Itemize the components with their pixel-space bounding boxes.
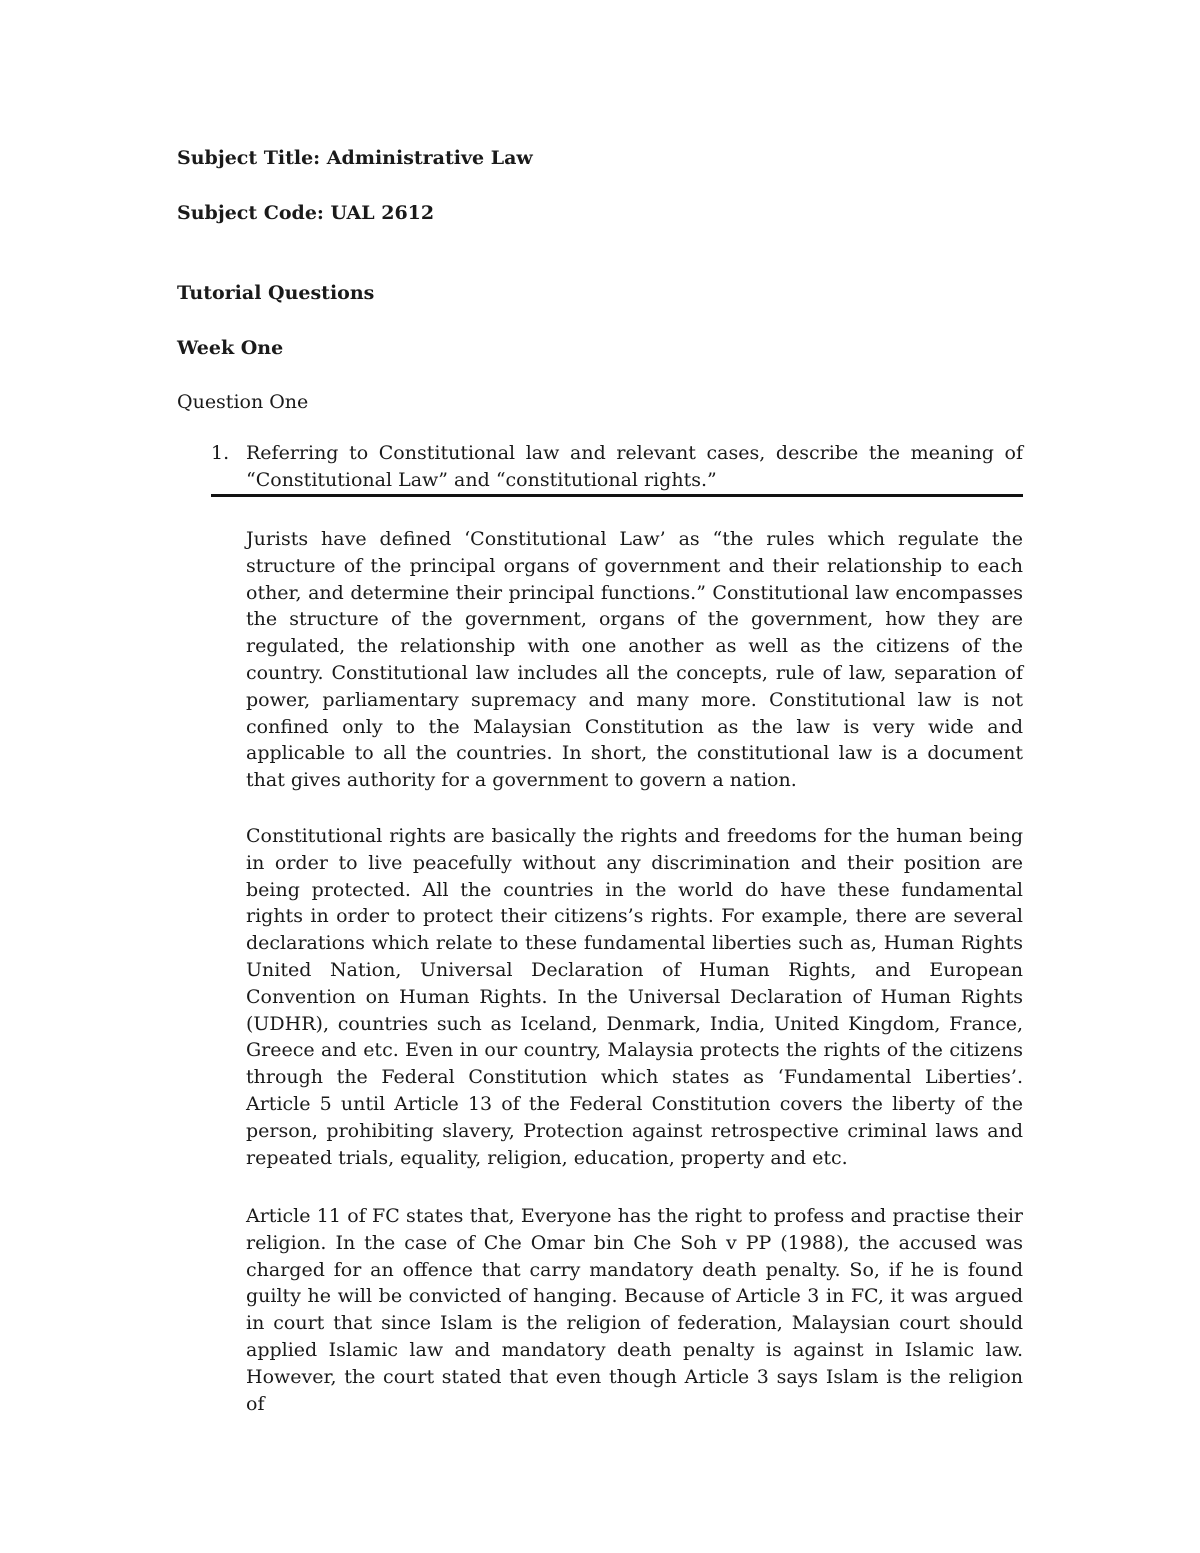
answer-paragraph-2: Constitutional rights are basically the rights and freedoms for the human being in order to live peacefully without any discrimination and their position are being protected. All the countries in the world do have these fundamental rights in order to protect their citizens’s rights. For example, there are several declarations which relate to these fundamental liberties such as, Human Rights United Nation, Universal Declaration of Human Rights, and European Convention on Human Rights. In the Universal Declaration of Human Rights (UDHR), countries such as Iceland, Denmark, India, United Kingdom, France, Greece and etc. Even in our country, Malaysia protects the rights of the citizens through the Federal Constitution which states as ‘Fundamental Liberties’. Article 5 until Article 13 of the Federal Constitution covers the liberty of the person, prohibiting slavery, Protection against retrospective criminal laws and repeated trials, equality, religion, education, property and etc. xyxy=(246,825,1023,1169)
question-item xyxy=(211,440,1023,493)
subject-title: Subject Title: Administrative Law xyxy=(177,147,533,169)
subject-code: Subject Code: UAL 2612 xyxy=(177,202,435,224)
question-text: Referring to Constitutional law and relevant cases, describe the meaning of “Constitutional Law” and “constitutional rights.” xyxy=(246,442,1023,491)
question-number: 1. xyxy=(211,442,230,464)
question-underline xyxy=(211,494,1023,497)
answer-paragraph-3: Article 11 of FC states that, Everyone has the right to profess and practise their religion. In the case of Che Omar bin Che Soh v PP (1988), the accused was charged for an offence that carry mandatory death penalty. So, if he is found guilty he will be convicted of hanging. Because of Article 3 in FC, it was argued in court that since Islam is the religion of federation, Malaysian court should applied Islamic law and mandatory death penalty is against in Islamic law. However, the court stated that even though Article 3 says Islam is the religion of xyxy=(246,1205,1023,1415)
week-title: Week One xyxy=(177,337,284,359)
question-label: Question One xyxy=(177,391,309,413)
section-title: Tutorial Questions xyxy=(177,282,375,304)
answer-paragraph-1: Jurists have defined ‘Constitutional Law’ as “the rules which regulate the structure of the principal organs of government and their relationship to each other, and determine their principal functions.” Constitutional law encompasses the structure of the government, organs of the government, how they are regulated, the relationship with one another as well as the citizens of the country. Constitutional law includes all the concepts, rule of law, separation of power, parliamentary supremacy and many more. Constitutional law is not confined only to the Malaysian Constitution as the law is very wide and applicable to all the countries. In short, the constitutional law is a document that gives authority for a government to govern a nation. xyxy=(246,528,1023,792)
